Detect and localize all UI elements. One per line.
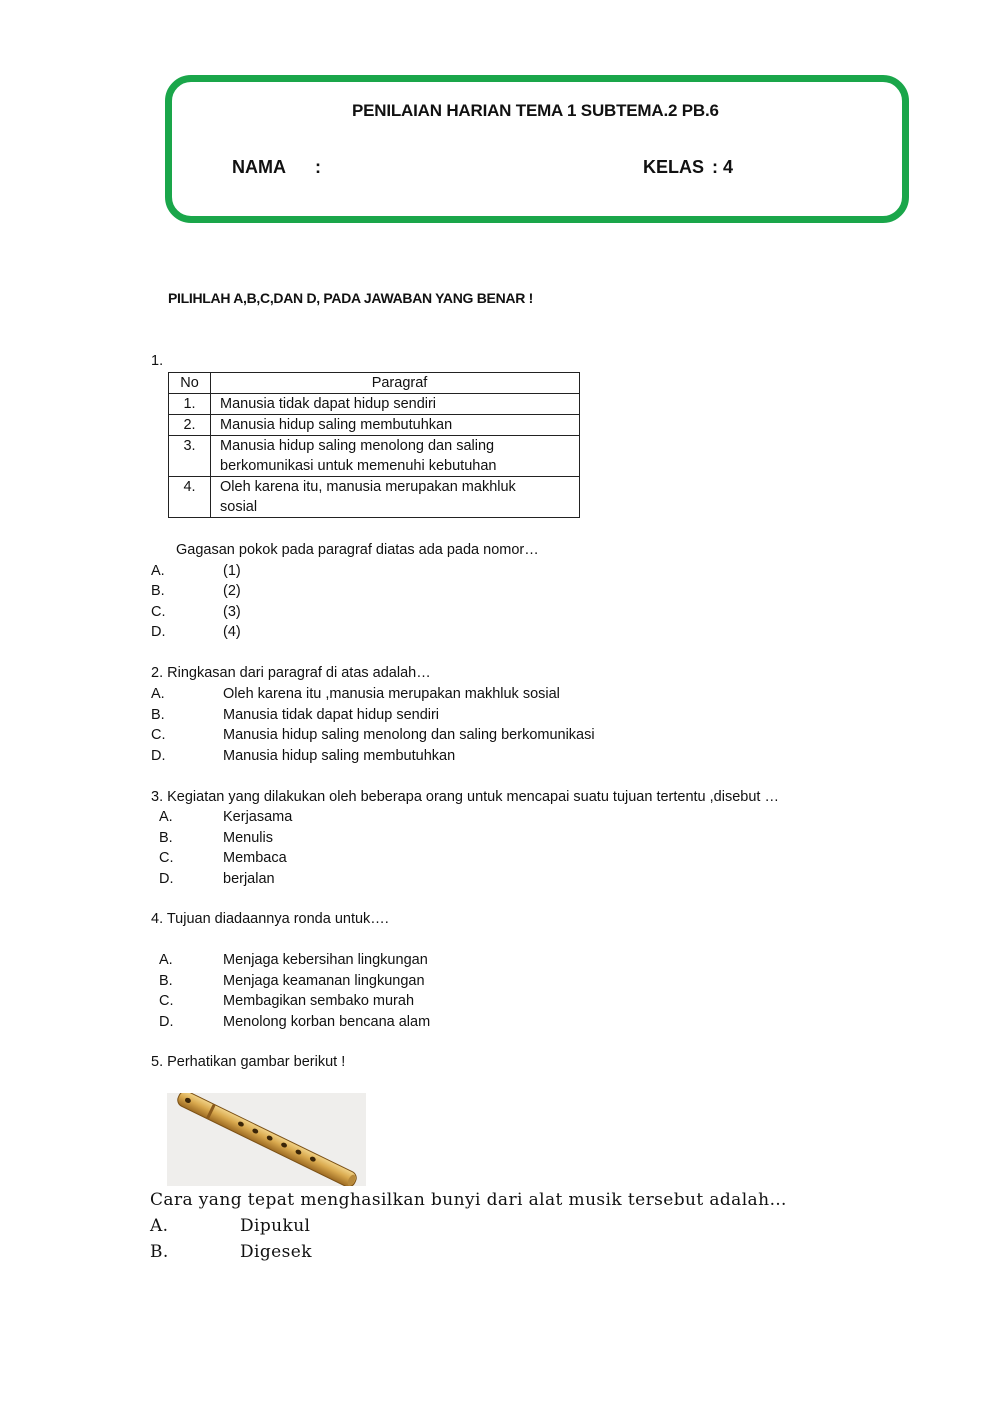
table-row xyxy=(169,436,580,477)
q4-question: 4. Tujuan diadaannya ronda untuk…. xyxy=(151,911,389,927)
option-letter: A. xyxy=(159,952,173,968)
table-row xyxy=(169,415,580,436)
table-cell-line: Manusia hidup saling membutuhkan xyxy=(220,417,453,433)
option-text: Membagikan sembako murah xyxy=(223,993,415,1009)
option-letter: C. xyxy=(159,993,174,1009)
table-cell-no: 4. xyxy=(169,477,211,518)
option-letter: A. xyxy=(150,1216,169,1236)
bamboo-flute-image xyxy=(167,1093,366,1186)
option-text: Manusia tidak dapat hidup sendiri xyxy=(223,707,440,723)
instruction: PILIHLAH A,B,C,DAN D, PADA JAWABAN YANG BENAR ! xyxy=(168,290,533,306)
q5-question: 5. Perhatikan gambar berikut ! xyxy=(151,1054,346,1070)
table-cell-paragraf xyxy=(211,436,580,477)
option-text: (1) xyxy=(223,563,241,579)
option-text: Manusia hidup saling menolong dan saling berkomunikasi xyxy=(223,727,595,743)
option-text: Oleh karena itu ,manusia merupakan makhluk sosial xyxy=(223,686,560,702)
table-cell-line: sosial xyxy=(220,499,258,515)
option-letter: D. xyxy=(151,624,166,640)
table-cell-paragraf xyxy=(211,477,580,518)
option-letter: B. xyxy=(150,1242,169,1262)
paragraph-table xyxy=(168,372,580,518)
table-row xyxy=(169,477,580,518)
flute-icon xyxy=(167,1093,366,1186)
option-text: Menjaga kebersihan lingkungan xyxy=(223,952,428,968)
option-text: Membaca xyxy=(223,850,287,866)
option-letter: A. xyxy=(151,686,165,702)
option-text: berjalan xyxy=(223,871,275,887)
table-header-row xyxy=(169,373,580,394)
option-text: Menjaga keamanan lingkungan xyxy=(223,973,425,989)
option-letter: A. xyxy=(151,563,165,579)
q1-number: 1. xyxy=(151,353,164,369)
table-row xyxy=(169,394,580,415)
option-text: (2) xyxy=(223,583,241,599)
table-cell-paragraf xyxy=(211,394,580,415)
option-letter: B. xyxy=(151,707,165,723)
option-text: Menolong korban bencana alam xyxy=(223,1014,431,1030)
q5-prompt: Cara yang tepat menghasilkan bunyi dari alat musik tersebut adalah… xyxy=(150,1190,787,1210)
q2-question: 2. Ringkasan dari paragraf di atas adalah… xyxy=(151,665,431,681)
table-cell-no: 3. xyxy=(169,436,211,477)
option-text: Kerjasama xyxy=(223,809,293,825)
table-cell-no: 2. xyxy=(169,415,211,436)
nama-label: NAMA xyxy=(232,157,286,177)
kelas-value: : 4 xyxy=(712,157,734,177)
option-letter: B. xyxy=(151,583,165,599)
option-text: Menulis xyxy=(223,830,273,846)
option-letter: B. xyxy=(159,973,173,989)
page-title: PENILAIAN HARIAN TEMA 1 SUBTEMA.2 PB.6 xyxy=(352,101,719,120)
option-letter: B. xyxy=(159,830,173,846)
table-cell-line: Manusia tidak dapat hidup sendiri xyxy=(220,396,437,412)
option-text: Digesek xyxy=(240,1242,312,1262)
table-cell-no: 1. xyxy=(169,394,211,415)
option-letter: C. xyxy=(151,604,166,620)
table-cell-paragraf xyxy=(211,415,580,436)
nama-colon: : xyxy=(315,157,321,177)
option-letter: D. xyxy=(159,871,174,887)
table-header-paragraf: Paragraf xyxy=(211,373,580,394)
q3-question: 3. Kegiatan yang dilakukan oleh beberapa orang untuk mencapai suatu tujuan tertentu ,disebut … xyxy=(151,789,779,805)
kelas-label: KELAS xyxy=(643,157,705,177)
option-letter: C. xyxy=(159,850,174,866)
option-letter: D. xyxy=(159,1014,174,1030)
option-letter: D. xyxy=(151,748,166,764)
q1-question: Gagasan pokok pada paragraf diatas ada pada nomor… xyxy=(176,542,539,558)
header-box xyxy=(165,75,909,223)
option-text: (4) xyxy=(223,624,241,640)
option-letter: C. xyxy=(151,727,166,743)
table-cell-line: Oleh karena itu, manusia merupakan makhluk xyxy=(220,479,516,495)
table-header-no: No xyxy=(169,373,211,394)
table-cell-line: Manusia hidup saling menolong dan saling xyxy=(220,438,495,454)
option-text: (3) xyxy=(223,604,241,620)
option-text: Dipukul xyxy=(240,1216,311,1236)
option-letter: A. xyxy=(159,809,173,825)
table-cell-line: berkomunikasi untuk memenuhi kebutuhan xyxy=(220,458,497,474)
option-text: Manusia hidup saling membutuhkan xyxy=(223,748,456,764)
